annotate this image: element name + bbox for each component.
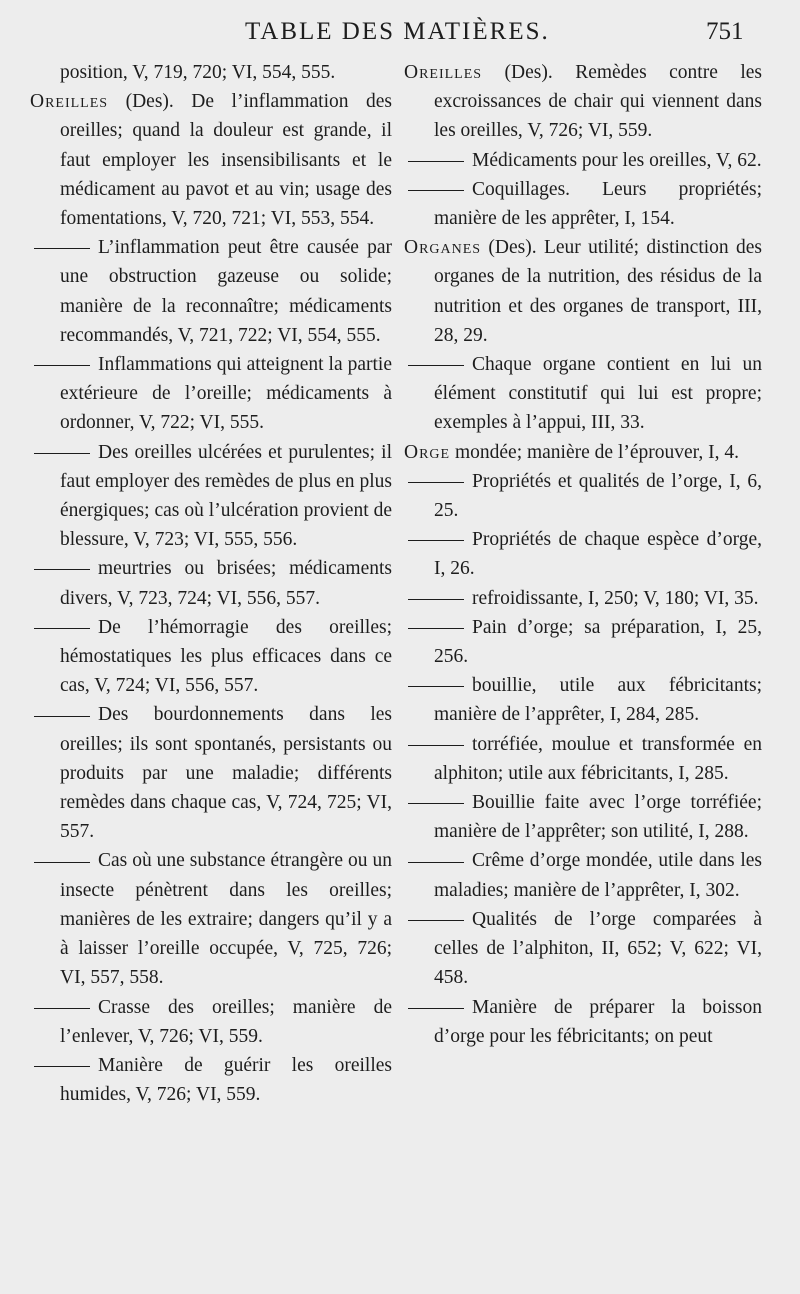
index-subentry-text: Bouillie faite avec l’orge torréfiée; manière de l’apprêter; son utilité, I, 288. (434, 792, 762, 843)
index-subentry (30, 846, 392, 992)
index-subentry (30, 700, 392, 846)
index-subentry-text: Des oreilles ulcérées et purulentes; il faut employer des remèdes de plus en plus énergiques; cas où l’ulcération provient de blessure, V, 723; VI, 555, 556. (60, 441, 392, 551)
index-subentry (30, 438, 392, 555)
ditto-dash (408, 862, 464, 863)
index-continuation (30, 58, 392, 87)
left-column (30, 58, 392, 1109)
index-subentry-text: Crasse des oreilles; manière de l’enlever, V, 726; VI, 559. (60, 996, 392, 1047)
ditto-dash (34, 628, 90, 629)
index-subentry-text: refroidissante, I, 250; V, 180; VI, 35. (472, 587, 759, 609)
ditto-dash (34, 862, 90, 863)
ditto-dash (34, 1066, 90, 1067)
index-subentry (404, 525, 762, 583)
index-subentry-text: Inflammations qui atteignent la partie extérieure de l’oreille; médicaments à ordonner, V, 722; VI, 555. (60, 354, 392, 434)
ditto-dash (408, 161, 464, 162)
ditto-dash (408, 482, 464, 483)
index-subentry-text: Médicaments pour les oreilles, V, 62. (472, 149, 762, 171)
index-subentry (30, 350, 392, 438)
ditto-dash (408, 628, 464, 629)
page-title: TABLE DES MATIÈRES. (245, 18, 550, 45)
index-entry-text: mondée; manière de l’éprouver, I, 4. (450, 441, 739, 463)
index-subentry (404, 175, 762, 233)
index-subentry (404, 467, 762, 525)
index-subentry-text: bouillie, utile aux fébricitants; manière de l’apprêter, I, 284, 285. (434, 675, 762, 726)
index-subentry (404, 584, 762, 613)
index-subentry-text: Coquillages. Leurs propriétés; manière de les apprêter, I, 154. (434, 178, 762, 230)
index-subentry-text: Propriétés de chaque espèce d’orge, I, 26. (434, 529, 762, 580)
index-subentry-text: Cas où une substance étrangère ou un insecte pénètrent dans les oreilles; manières de les extraire; dangers qu’il y a à laisser l’oreille occupée, V, 725, 726; VI, 557, 558. (60, 850, 392, 989)
index-entry (404, 233, 762, 350)
index-subentry-text: Chaque organe contient en lui un élément constitutif qui lui est propre; exemples à l’appui, III, 33. (434, 354, 762, 434)
index-subentry-text: Qualités de l’orge comparées à celles de l’alphiton, II, 652; V, 622; VI, 458. (434, 908, 762, 989)
index-subentry (30, 613, 392, 701)
ditto-dash (34, 248, 90, 249)
ditto-dash (408, 920, 464, 921)
index-subentry (30, 993, 392, 1051)
index-entry (30, 87, 392, 233)
index-subentry (30, 233, 392, 350)
index-subentry-text: meurtries ou brisées; médicaments divers, V, 723, 724; VI, 556, 557. (60, 558, 392, 609)
running-header (0, 14, 800, 48)
ditto-dash (408, 745, 464, 746)
index-subentry-text: L’inflammation peut être causée par une obstruction gazeuse ou solide; manière de la reconnaître; médicaments recommandés, V, 721, 722; VI, 554, 555. (60, 237, 392, 346)
ditto-dash (34, 453, 90, 454)
index-entry (404, 58, 762, 146)
ditto-dash (408, 190, 464, 191)
ditto-dash (34, 1008, 90, 1009)
index-subentry-text: De l’hémorragie des oreilles; hémostatiques les plus efficaces dans ce cas, V, 724; VI, 556, 557. (60, 616, 392, 697)
index-entry-text: (Des). Leur utilité; distinction des organes de la nutrition, des résidus de la nutrition et des organes de transport, III, 28, 29. (434, 237, 762, 346)
ditto-dash (34, 365, 90, 366)
index-subentry-text: Crême d’orge mondée, utile dans les maladies; manière de l’apprêter, I, 302. (434, 850, 762, 901)
index-subentry (404, 613, 762, 671)
index-entry-text: (Des). Remèdes contre les excroissances de chair qui viennent dans les oreilles, V, 726; VI, 559. (434, 62, 762, 142)
index-subentry (30, 1051, 392, 1109)
index-headword: Orge (404, 441, 451, 463)
index-headword: Oreilles (30, 91, 109, 113)
index-continuation-text: position, V, 719, 720; VI, 554, 555. (60, 62, 336, 83)
index-entry-text: (Des). De l’inflammation des oreilles; quand la douleur est grande, il faut employer les insensibilisants et le médicament au pavot et au vin; usage des fomentations, V, 720, 721; VI, 553, 554. (60, 91, 392, 230)
index-subentry (30, 554, 392, 612)
index-subentry-text: Des bourdonnements dans les oreilles; ils sont spontanés, persistants ou produits par une maladie; différents remèdes dans chaque cas, V, 724, 725; VI, 557. (60, 704, 392, 843)
ditto-dash (408, 365, 464, 366)
index-subentry-text: torréfiée, moulue et transformée en alphiton; utile aux fébricitants, I, 285. (434, 733, 762, 784)
index-subentry (404, 350, 762, 438)
ditto-dash (408, 540, 464, 541)
index-entry (404, 438, 762, 467)
index-headword: Organes (404, 237, 482, 259)
index-subentry (404, 993, 762, 1051)
index-subentry (404, 730, 762, 788)
index-subentry-text: Manière de préparer la boisson d’orge pour les fébricitants; on peut (434, 996, 762, 1047)
index-headword: Oreilles (404, 62, 483, 83)
page-number: 751 (706, 18, 744, 45)
ditto-dash (34, 569, 90, 570)
index-subentry (404, 905, 762, 993)
ditto-dash (408, 686, 464, 687)
index-subentry-text: Pain d’orge; sa préparation, I, 25, 256. (434, 616, 762, 668)
ditto-dash (408, 803, 464, 804)
right-column (404, 58, 762, 1051)
index-subentry (404, 846, 762, 904)
ditto-dash (34, 716, 90, 717)
index-subentry (404, 146, 762, 175)
index-subentry-text: Propriétés et qualités de l’orge, I, 6, 25. (434, 470, 762, 522)
index-subentry (404, 788, 762, 846)
ditto-dash (408, 1008, 464, 1009)
ditto-dash (408, 599, 464, 600)
index-subentry-text: Manière de guérir les oreilles humides, V, 726; VI, 559. (60, 1054, 392, 1106)
index-subentry (404, 671, 762, 729)
